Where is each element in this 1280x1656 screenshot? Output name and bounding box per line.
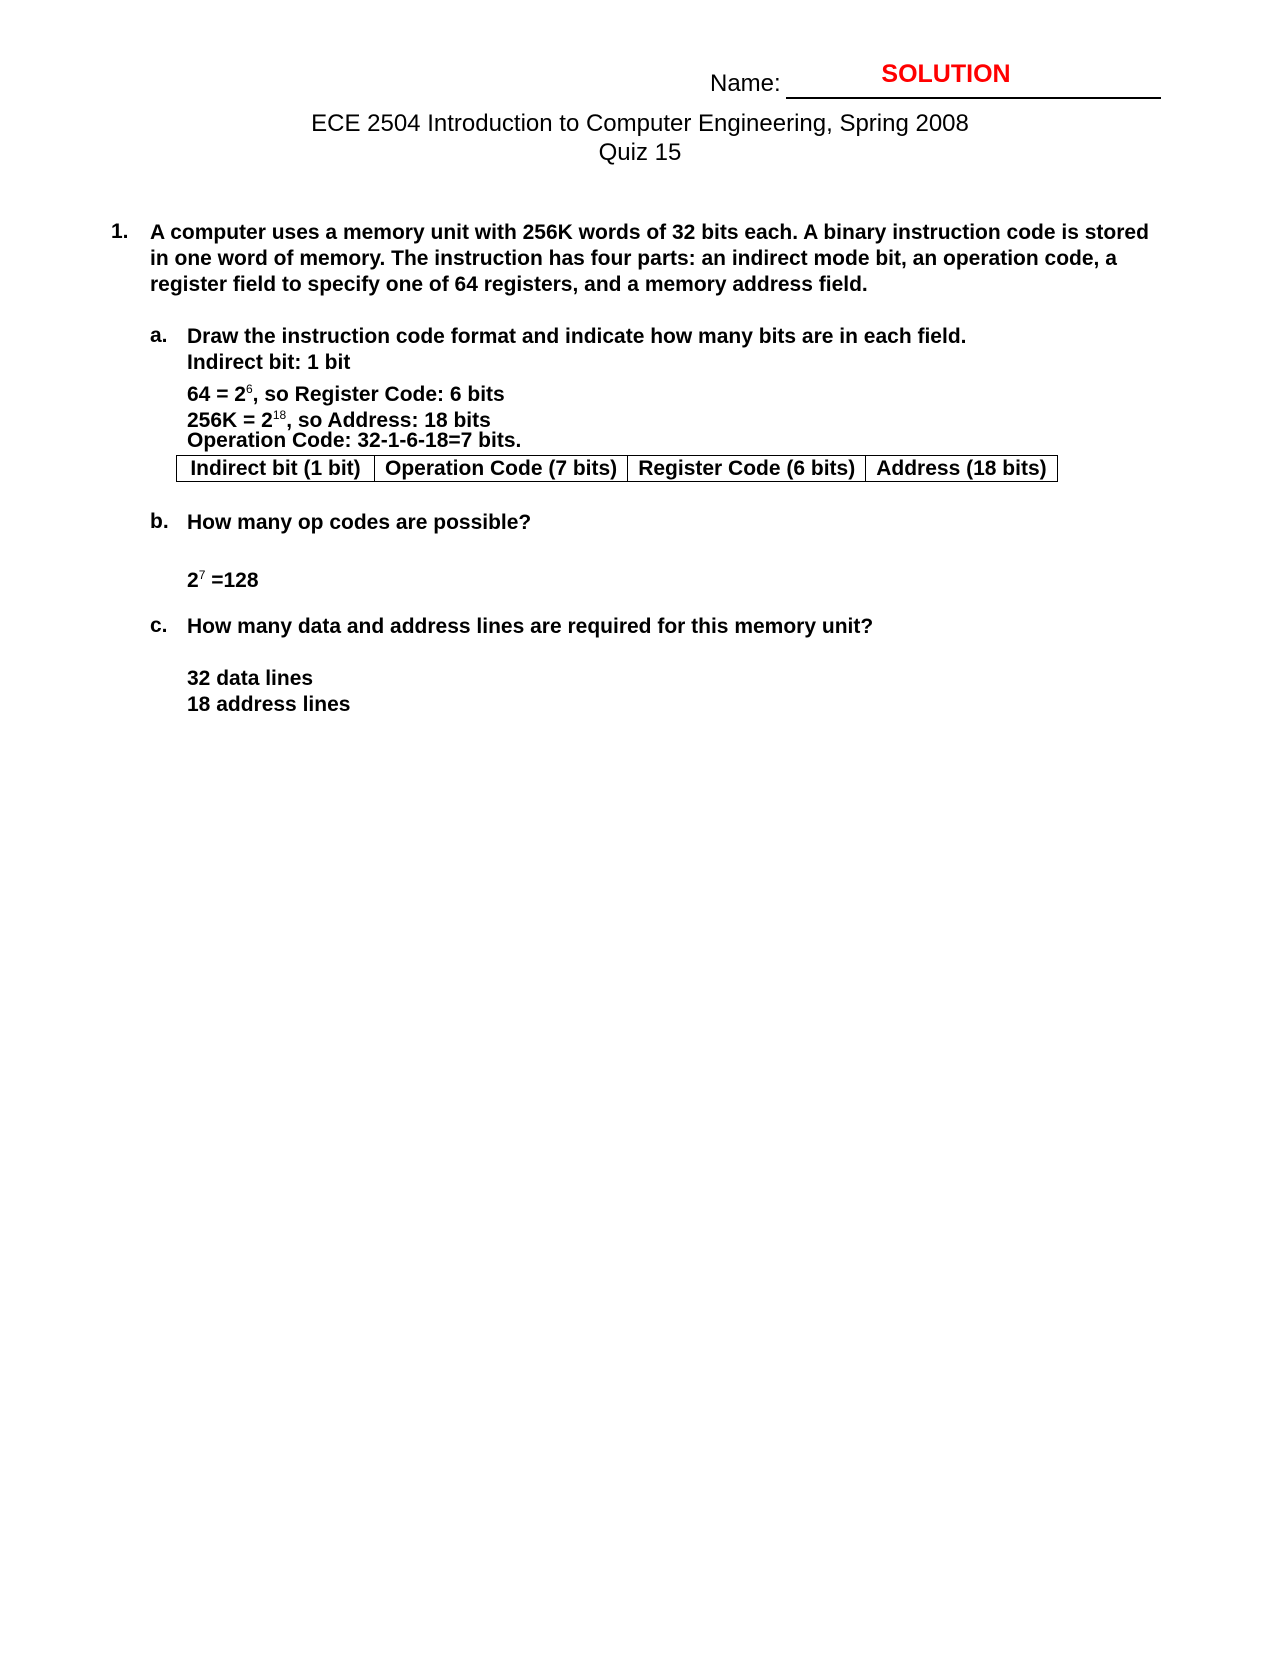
register-calc-base: 64 = 2: [187, 383, 246, 406]
address-calc-exponent: 18: [272, 408, 287, 422]
part-c-prompt: How many data and address lines are required for this memory unit?: [187, 615, 874, 638]
register-calc-result: , so Register Code: 6 bits: [252, 383, 505, 406]
instruction-format-table: [176, 455, 1058, 482]
question-text: A computer uses a memory unit with 256K words of 32 bits each. A binary instruction code is stored in one word of memory. The instruction has four parts: an indirect mode bit, an operation code, a register field to specify one of 64 registers, and a memory address field.: [150, 221, 1149, 296]
quiz-title: Quiz 15: [598, 139, 682, 166]
name-row: [710, 60, 1165, 104]
part-c-answer-address: 18 address lines: [187, 693, 351, 716]
field-indirect-bit: Indirect bit (1 bit): [177, 456, 375, 482]
field-operation-code: Operation Code (7 bits): [375, 456, 628, 482]
course-title: ECE 2504 Introduction to Computer Engineering, Spring 2008: [311, 110, 969, 137]
opcode-answer-base: 2: [187, 569, 199, 592]
register-calc-exponent: 6: [245, 382, 253, 396]
part-a-line-indirect: Indirect bit: 1 bit: [187, 351, 351, 374]
name-label: Name:: [710, 70, 781, 97]
instruction-format-row: [177, 456, 1058, 482]
question-number: 1.: [111, 220, 129, 243]
part-a-line-opcode: Operation Code: 32-1-6-18=7 bits.: [187, 429, 522, 452]
address-calc-result: , so Address: 18 bits: [286, 409, 491, 432]
part-b-answer: [187, 562, 259, 594]
field-address: Address (18 bits): [866, 456, 1057, 482]
part-c-letter: c.: [150, 614, 168, 637]
part-b-letter: b.: [150, 510, 169, 533]
opcode-answer-exponent: 7: [198, 568, 206, 582]
part-c-answer-data: 32 data lines: [187, 667, 314, 690]
part-a-prompt: Draw the instruction code format and indicate how many bits are in each field.: [187, 325, 967, 348]
field-register-code: Register Code (6 bits): [628, 456, 866, 482]
opcode-answer-result: =128: [205, 569, 259, 592]
address-calc-base: 256K = 2: [187, 409, 273, 432]
name-underline: [786, 97, 1161, 99]
part-a-letter: a.: [150, 324, 168, 347]
part-b-prompt: How many op codes are possible?: [187, 511, 532, 534]
name-value: SOLUTION: [881, 60, 1011, 88]
